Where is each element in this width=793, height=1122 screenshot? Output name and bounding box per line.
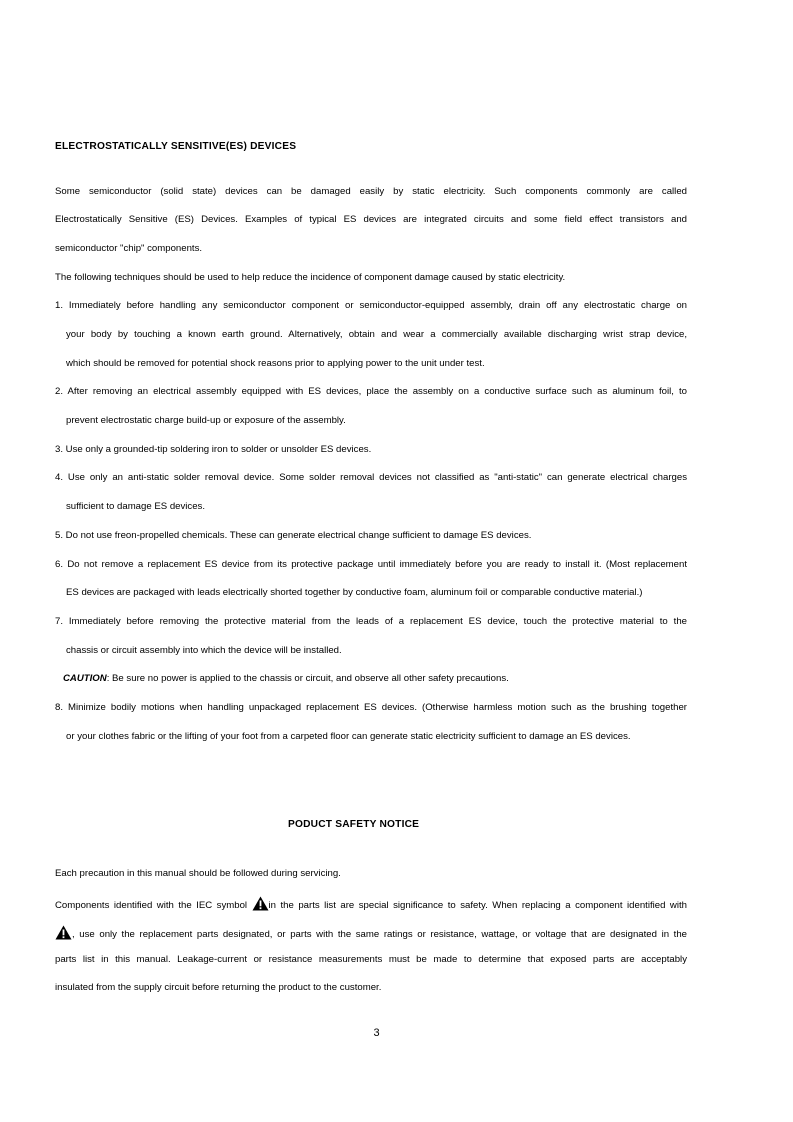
item-1-line-3: which should be removed for potential shock reasons prior to applying power to the unit under test.: [66, 358, 485, 369]
item-4-line-2: sufficient to damage ES devices.: [66, 501, 206, 512]
item-4-line-1: 4. Use only an anti-static solder removal device. Some solder removal devices not classified as "anti-static" can generate electrical charges: [55, 472, 687, 483]
safety-line-3-text: , use only the replacement parts designated, or parts with the same ratings or resistance, wattage, or voltage that are designated in the: [72, 929, 687, 940]
item-1-line-1: 1. Immediately before handling any semiconductor component or semiconductor-equipped assembly, drain off any electrostatic charge on: [55, 300, 687, 311]
intro-line-4: The following techniques should be used to help reduce the incidence of component damage caused by static electricity.: [55, 272, 566, 283]
intro-line-2: Electrostatically Sensitive (ES) Devices. Examples of typical ES devices are integrated circuits and some field effect transistors and: [55, 214, 687, 225]
safety-line-5: insulated from the supply circuit before returning the product to the customer.: [55, 982, 382, 993]
item-3-line-1: 3. Use only a grounded-tip soldering iron to solder or unsolder ES devices.: [55, 444, 372, 455]
safety-line-1: Each precaution in this manual should be followed during servicing.: [55, 868, 341, 879]
caution-text: : Be sure no power is applied to the chassis or circuit, and observe all other safety precautions.: [106, 673, 509, 684]
safety-line-2: [55, 896, 687, 912]
section-title-product-safety: PODUCT SAFETY NOTICE: [288, 819, 420, 830]
item-2-line-1: 2. After removing an electrical assembly equipped with ES devices, place the assembly on a conductive surface such as aluminum foil, to: [55, 386, 687, 397]
item-8-line-1: 8. Minimize bodily motions when handling unpackaged replacement ES devices. (Otherwise harmless motion such as the brushing together: [55, 702, 687, 713]
intro-line-1: Some semiconductor (solid state) devices can be damaged easily by static electricity. Such components commonly are called: [55, 186, 687, 197]
item-7-line-2: chassis or circuit assembly into which the device will be installed.: [66, 645, 342, 656]
item-2-line-2: prevent electrostatic charge build-up or exposure of the assembly.: [66, 415, 346, 426]
warning-triangle-icon: [252, 896, 269, 911]
warning-triangle-icon: [55, 925, 72, 940]
safety-line-2-end: in the parts list are special significance to safety. When replacing a component identified with: [268, 900, 687, 911]
safety-line-2-start: Components identified with the IEC symbol: [55, 900, 252, 911]
page-number: 3: [373, 1027, 380, 1039]
caution-label: CAUTION: [63, 673, 107, 684]
section-title-es-devices: ELECTROSTATICALLY SENSITIVE(ES) DEVICES: [55, 141, 297, 152]
item-7-line-1: 7. Immediately before removing the protective material from the leads of a replacement ES device, touch the protective material to the: [55, 616, 687, 627]
safety-line-4: parts list in this manual. Leakage-current or resistance measurements must be made to determine that exposed parts are acceptably: [55, 954, 687, 965]
caution-note: [63, 673, 509, 685]
item-1-line-2: your body by touching a known earth ground. Alternatively, obtain and wear a commercially available discharging wrist strap device,: [66, 329, 687, 340]
safety-line-3: [55, 925, 687, 941]
item-6-line-2: ES devices are packaged with leads electrically shorted together by conductive foam, aluminum foil or comparable conductive material.): [66, 587, 643, 598]
item-6-line-1: 6. Do not remove a replacement ES device from its protective package until immediately before you are ready to install it. (Most replacement: [55, 559, 687, 570]
intro-line-3: semiconductor "chip" components.: [55, 243, 203, 254]
item-8-line-2: or your clothes fabric or the lifting of your foot from a carpeted floor can generate static electricity sufficient to damage an ES devices.: [66, 731, 631, 742]
item-5-line-1: 5. Do not use freon-propelled chemicals. These can generate electrical change sufficient to damage ES devices.: [55, 530, 532, 541]
